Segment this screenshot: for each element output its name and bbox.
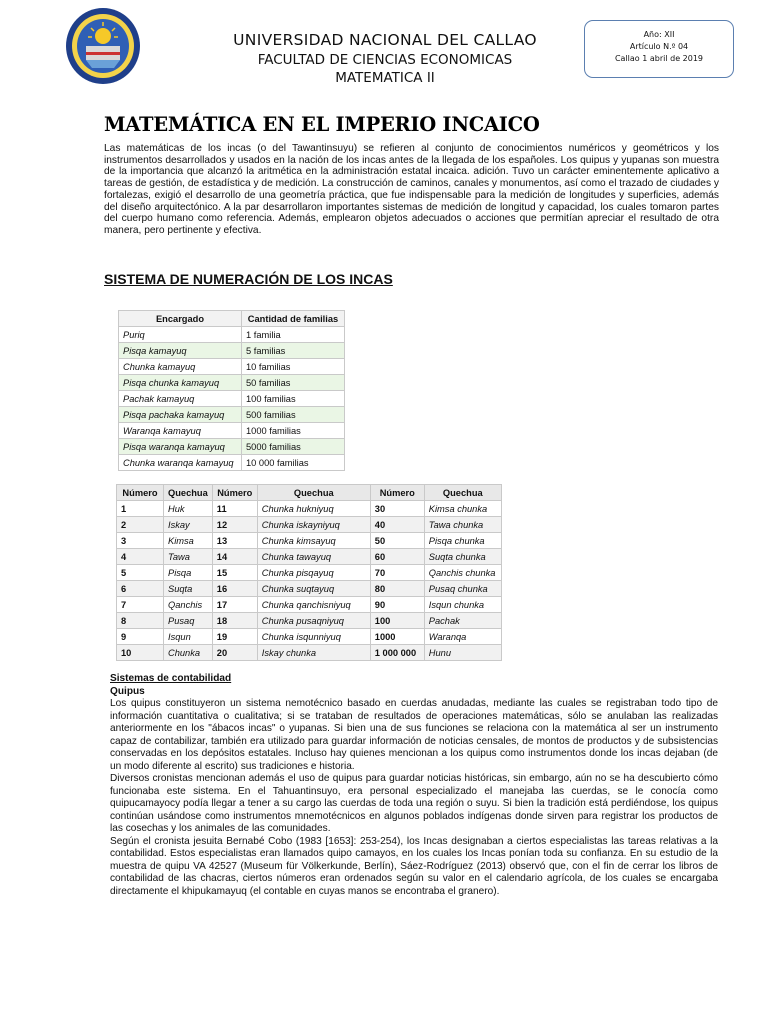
table-header: Número — [212, 485, 257, 501]
table-row — [117, 549, 502, 565]
table-cell: Chunka suqtayuq — [257, 581, 370, 597]
table-header: Cantidad de familias — [242, 311, 345, 327]
table-cell: Chunka iskayniyuq — [257, 517, 370, 533]
table-cell: 6 — [117, 581, 164, 597]
table-row — [117, 645, 502, 661]
table-cell: Pisqa kamayuq — [119, 343, 242, 359]
table-cell: 1 — [117, 501, 164, 517]
table-cell: Pusaq — [164, 613, 213, 629]
table-cell: 40 — [370, 517, 424, 533]
table-cell: Pisqa waranqa kamayuq — [119, 439, 242, 455]
table-cell: 90 — [370, 597, 424, 613]
table-row — [117, 613, 502, 629]
table-cell: 100 familias — [242, 391, 345, 407]
body-paragraph: Según el cronista jesuita Bernabé Cobo (1983 [1653]: 253-254), los Incas designaban a ciertos especialistas las tareas relativas a la contabilidad. Estos especialistas eran llamados quipo camayos, en los cuales los Incas ponían toda su confianza. En su estudio de la muestra de quipu VA 42527 (Museum für Völkerkunde, Berlín), Sáez-Rodríguez (2013) observó que, con el fin de cerrar los libros de contabilidad de las chacras, ciertos números eran ordenados según su valor en el calendario agrícola, de los cuales se encargaba directamente el khipukamayuq (el contable en cuyas manos se encontraba el granero). — [110, 835, 718, 897]
table-cell: Chunka pusaqniyuq — [257, 613, 370, 629]
table-cell: Qanchis chunka — [424, 565, 501, 581]
university-seal-logo — [64, 6, 142, 86]
table-cell: Suqta chunka — [424, 549, 501, 565]
document-title: MATEMÁTICA EN EL IMPERIO INCAICO — [104, 113, 540, 136]
table-cell: Chunka isqunniyuq — [257, 629, 370, 645]
table-cell: Pachak — [424, 613, 501, 629]
table-cell: Chunka tawayuq — [257, 549, 370, 565]
table-cell: Waranqa kamayuq — [119, 423, 242, 439]
table-cell: Pisqa chunka kamayuq — [119, 375, 242, 391]
table-cell: Chunka kamayuq — [119, 359, 242, 375]
table-cell: 10 familias — [242, 359, 345, 375]
table-cell: 5 familias — [242, 343, 345, 359]
intro-paragraph: Las matemáticas de los incas (o del Tawantinsuyu) se refieren al conjunto de conocimientos numéricos y geométricos y los instrumentos desarrollados y usados en la nación de los incas antes de la llegada de los españoles. Los quipus y yupanas son muestra de la importancia que alcanzó la aritmética en la administración estatal incaica. adición. Tuvo un carácter eminentemente aplicativo a tareas de gestión, de estadística y de medición. La construcción de caminos, canales y monumentos, así como el trazado de ciudades y fortalezas, exigió el desarrollo de una geometría práctica, que fue indispensable para la medición de longitudes y superficies, además del diseño arquitectónico. A la par desarrollaron importantes sistemas de medición de longitud y capacidad, los cuales tomaron partes del cuerpo humano como referencia. Además, emplearon objetos adecuados o acciones que permitían apreciar el resultado de otra manera, pero pertinente y efectiva. — [104, 143, 719, 236]
table-row — [119, 343, 345, 359]
table-header: Quechua — [424, 485, 501, 501]
accounting-heading: Sistemas de contabilidad — [110, 673, 232, 684]
table-cell: 4 — [117, 549, 164, 565]
table-row — [117, 501, 502, 517]
table-row — [119, 423, 345, 439]
table-cell: Isqun chunka — [424, 597, 501, 613]
table-cell: Puriq — [119, 327, 242, 343]
section-heading: SISTEMA DE NUMERACIÓN DE LOS INCAS — [104, 271, 393, 287]
table-cell: 14 — [212, 549, 257, 565]
table-cell: 30 — [370, 501, 424, 517]
table-cell: 80 — [370, 581, 424, 597]
table-cell: Tawa — [164, 549, 213, 565]
table-row — [119, 407, 345, 423]
faculty-name: FACULTAD DE CIENCIAS ECONOMICAS — [257, 52, 513, 68]
table-cell: 11 — [212, 501, 257, 517]
table-cell: 100 — [370, 613, 424, 629]
table-header: Número — [370, 485, 424, 501]
table-header: Quechua — [257, 485, 370, 501]
table-cell: 70 — [370, 565, 424, 581]
institution-header — [200, 30, 570, 87]
table-cell: 1000 — [370, 629, 424, 645]
table-cell: 3 — [117, 533, 164, 549]
table-cell: 50 familias — [242, 375, 345, 391]
table-row — [117, 581, 502, 597]
table-cell: 17 — [212, 597, 257, 613]
table-row — [119, 439, 345, 455]
article-info-box — [584, 20, 734, 78]
table-cell: 60 — [370, 549, 424, 565]
table-cell: Waranqa — [424, 629, 501, 645]
table-cell: Pusaq chunka — [424, 581, 501, 597]
table-cell: 18 — [212, 613, 257, 629]
table-cell: Pisqa chunka — [424, 533, 501, 549]
numbers-table — [116, 484, 502, 661]
table-row — [119, 455, 345, 471]
table-row — [119, 359, 345, 375]
table-cell: Iskay — [164, 517, 213, 533]
table-cell: 7 — [117, 597, 164, 613]
table-cell: Hunu — [424, 645, 501, 661]
table-cell: 15 — [212, 565, 257, 581]
table-cell: 13 — [212, 533, 257, 549]
table-cell: 500 familias — [242, 407, 345, 423]
table-cell: Suqta — [164, 581, 213, 597]
table-cell: 1000 familias — [242, 423, 345, 439]
table-cell: Kimsa — [164, 533, 213, 549]
table-cell: Huk — [164, 501, 213, 517]
table-cell: Pisqa pachaka kamayuq — [119, 407, 242, 423]
table-cell: Chunka — [164, 645, 213, 661]
accounting-section — [110, 673, 718, 898]
table-row — [119, 327, 345, 343]
table-row — [119, 391, 345, 407]
table-row — [117, 517, 502, 533]
table-cell: Chunka kimsayuq — [257, 533, 370, 549]
table-row — [117, 597, 502, 613]
table-header: Número — [117, 485, 164, 501]
table-row — [117, 565, 502, 581]
table-row — [117, 629, 502, 645]
body-paragraph: Diversos cronistas mencionan además el uso de quipus para guardar noticias históricas, sin embargo, aún no se ha descubierto cómo funcionaba este sistema. En el Tahuantinsuyo, era personal especializado el manejaba las cuerdas, se le conocía como quipucamayocy podía llegar a tener a su cargo las cuerdas de toda una región o suyu. Si bien la tradición está perdiéndose, los quipus continúan usándose como instrumentos mnemotécnicos en algunos poblados indígenas donde sirven para registrar los productos de las cosechas y los animales de las comunidades. — [110, 773, 718, 834]
table-cell: Pisqa — [164, 565, 213, 581]
course-name: MATEMATICA II — [335, 70, 435, 86]
table-header: Quechua — [164, 485, 213, 501]
table-cell: 1 000 000 — [370, 645, 424, 661]
table-cell: 2 — [117, 517, 164, 533]
table-cell: 9 — [117, 629, 164, 645]
table-header: Encargado — [119, 311, 242, 327]
table-row — [119, 375, 345, 391]
table-cell: Chunka pisqayuq — [257, 565, 370, 581]
table-cell: Isqun — [164, 629, 213, 645]
table-cell: 5 — [117, 565, 164, 581]
table-cell: Iskay chunka — [257, 645, 370, 661]
body-paragraph: Los quipus constituyeron un sistema nemotécnico basado en cuerdas anudadas, mediante las cuales se registraban todo tipo de información cuantitativa o cualitativa; si se trataban de resultados de operaciones matemáticas, sólo se anulaban las realizadas anteriormente en los "ábacos incas" o yupanas. Si bien una de sus funciones se relaciona con la matemática al ser un instrumento capaz de contabilizar, también era utilizado para guardar información de noticias censales, de montos de productos y de subsistencias conservadas en los depósitos estatales. Incluso hay quienes mencionan a los quipus como instrumentos donde los incas dejaban (de un modo diferente al escrito) sus tradiciones e historia. — [110, 698, 718, 772]
table-cell: Tawa chunka — [424, 517, 501, 533]
article-number: Artículo N.º 04 — [629, 42, 689, 51]
table-cell: 8 — [117, 613, 164, 629]
table-cell: 10 — [117, 645, 164, 661]
article-date: Callao 1 abril de 2019 — [614, 54, 704, 63]
university-name: UNIVERSIDAD NACIONAL DEL CALLAO — [233, 31, 537, 49]
table-cell: Kimsa chunka — [424, 501, 501, 517]
table-cell: 1 familia — [242, 327, 345, 343]
table-cell: Chunka qanchisniyuq — [257, 597, 370, 613]
table-cell: 12 — [212, 517, 257, 533]
families-table — [118, 310, 345, 471]
table-cell: 5000 familias — [242, 439, 345, 455]
table-cell: 50 — [370, 533, 424, 549]
table-row — [117, 533, 502, 549]
quipus-heading: Quipus — [110, 685, 145, 697]
table-cell: 10 000 familias — [242, 455, 345, 471]
table-cell: Qanchis — [164, 597, 213, 613]
table-cell: 16 — [212, 581, 257, 597]
table-cell: Chunka waranqa kamayuq — [119, 455, 242, 471]
table-cell: 20 — [212, 645, 257, 661]
table-cell: 19 — [212, 629, 257, 645]
year-label: Año: XII — [643, 30, 675, 39]
table-cell: Chunka hukniyuq — [257, 501, 370, 517]
table-cell: Pachak kamayuq — [119, 391, 242, 407]
